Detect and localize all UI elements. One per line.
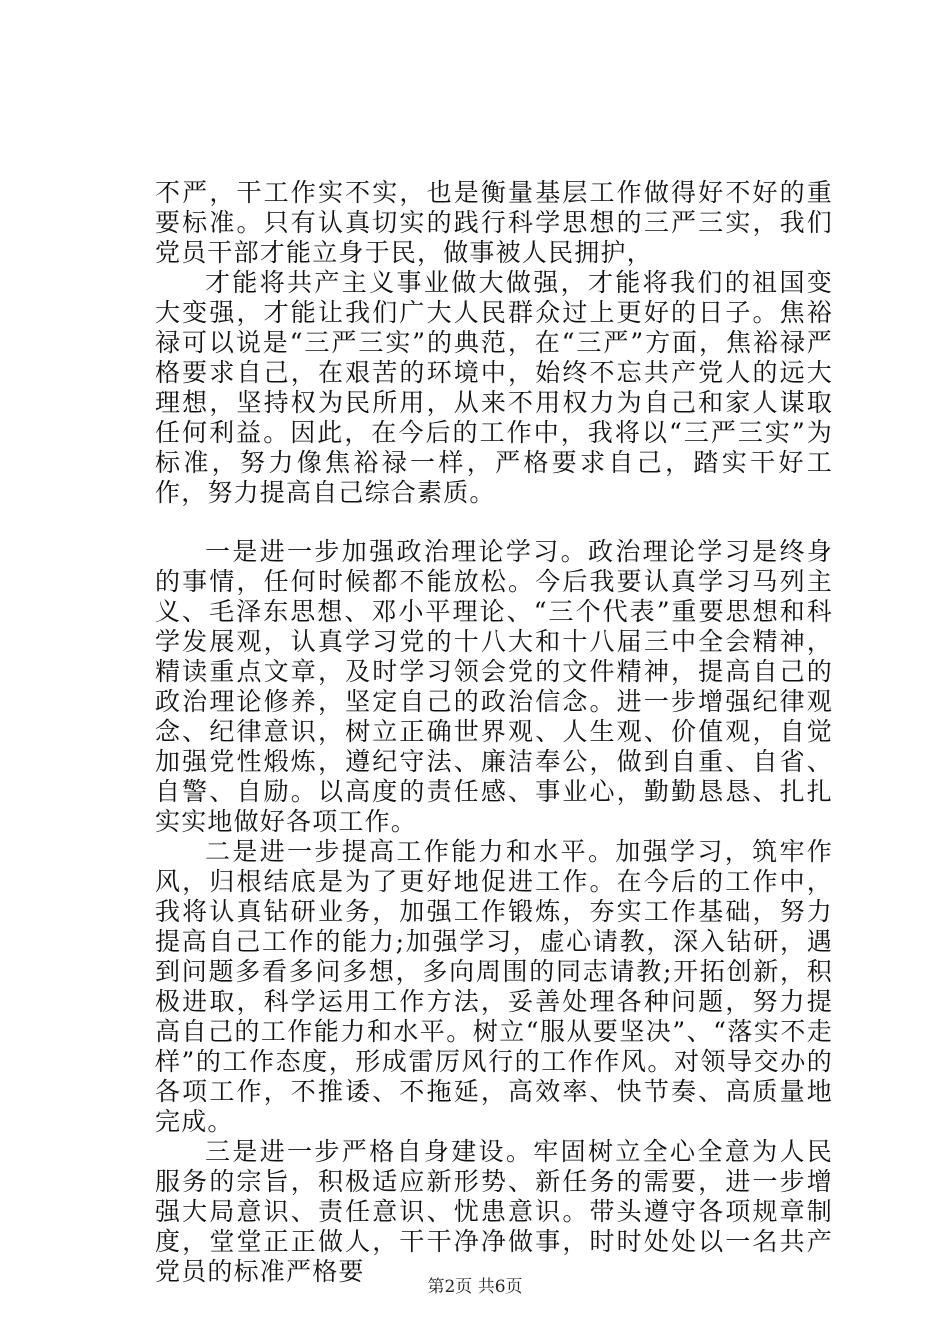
paragraph-point-three: 三是进一步严格自身建设。牢固树立全心全意为人民服务的宗旨，积极适应新形势、新任务的需要，进一步增强大局意识、责任意识、忧患意识。带头遵守各项规章制度，堂堂正正做人，干干净净做事，时时处处以一名共产党员的标准严格要 [155,1137,833,1286]
page-number-footer: 第2页 共6页 [427,1277,523,1297]
paragraph-continued: 不严，干工作实不实，也是衡量基层工作做得好不好的重要标准。只有认真切实的践行科学思想的三严三实，我们党员干部才能立身于民，做事被人民拥护， [155,178,833,267]
document-body [155,178,833,1287]
paragraph-jiao-yulu: 才能将共产主义事业做大做强，才能将我们的祖国变大变强，才能让我们广大人民群众过上更好的日子。焦裕禄可以说是“三严三实”的典范，在“三严”方面，焦裕禄严格要求自己，在艰苦的环境中，始终不忘共产党人的远大理想，坚持权为民所用，从来不用权力为自己和家人谋取任何利益。因此，在今后的工作中，我将以“三严三实”为标准，努力像焦裕禄一样，严格要求自己，踏实干好工作，努力提高自己综合素质。 [155,268,833,507]
paragraph-point-one: 一是进一步加强政治理论学习。政治理论学习是终身的事情，任何时候都不能放松。今后我要认真学习马列主义、毛泽东思想、邓小平理论、“三个代表”重要思想和科学发展观，认真学习党的十八大和十八届三中全会精神，精读重点文章，及时学习领会党的文件精神，提高自己的政治理论修养，坚定自己的政治信念。进一步增强纪律观念、纪律意识，树立正确世界观、人生观、价值观，自觉加强党性煅炼，遵纪守法、廉洁奉公，做到自重、自省、自警、自励。以高度的责任感、事业心，勤勤恳恳、扎扎实实地做好各项工作。 [155,537,833,836]
paragraph-point-two: 二是进一步提高工作能力和水平。加强学习，筑牢作风，归根结底是为了更好地促进工作。在今后的工作中，我将认真钻研业务，加强工作锻炼，夯实工作基础，努力提高自己工作的能力;加强学习，虚心请教，深入钻研，遇到问题多看多问多想，多向周围的同志请教;开拓创新，积极进取，科学运用工作方法，妥善处理各种问题，努力提高自己的工作能力和水平。树立“服从要坚决”、“落实不走样”的工作态度，形成雷厉风行的工作作风。对领导交办的各项工作，不推诿、不拖延，高效率、快节奏、高质量地完成。 [155,837,833,1136]
